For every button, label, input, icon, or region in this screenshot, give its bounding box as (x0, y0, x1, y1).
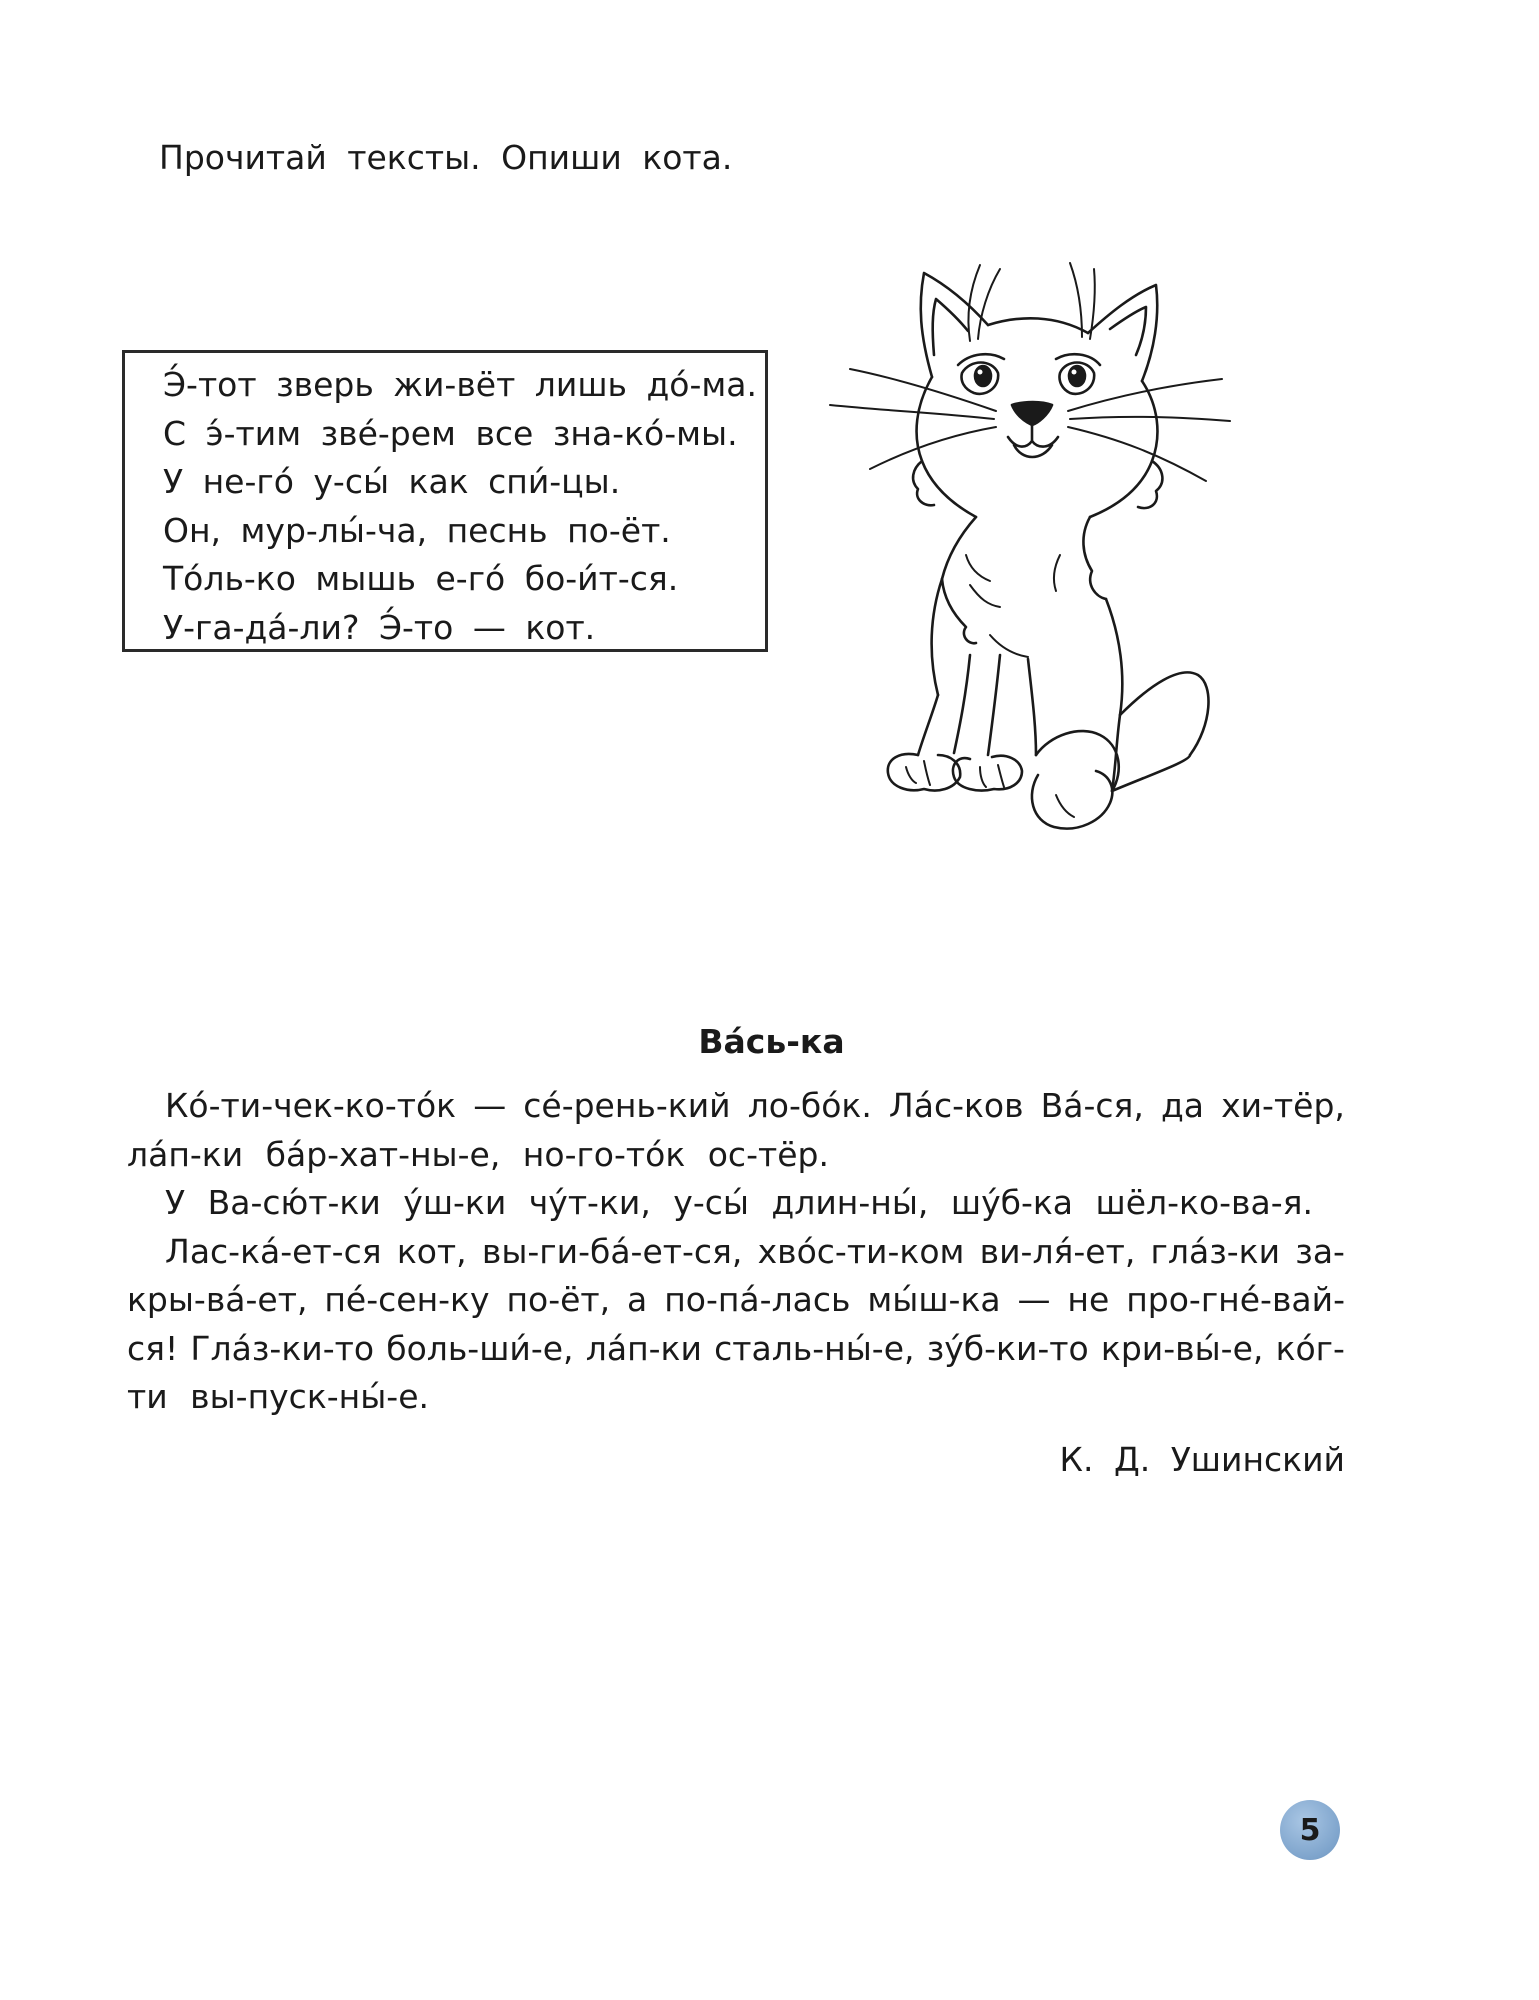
story-line: кры-ва́-ет, пе́-сен-ку по-ёт, а по-па́-лась мы́ш-ка — не про-гне́-вай- (127, 1280, 1345, 1319)
story-line: ся! Гла́з-ки-то боль-ши́-е, ла́п-ки сталь-ны́-е, зу́б-ки-то кри-вы́-е, ко́г- (127, 1328, 1345, 1368)
riddle-box (122, 350, 768, 652)
story-line: ти вы-пуск-ны́-е. (127, 1377, 429, 1416)
story-text (127, 1082, 1345, 1422)
story-line: ла́п-ки ба́р-хат-ны-е, но-го-то́к ос-тёр. (127, 1134, 829, 1174)
riddle-line: Он, мур-лы́-ча, песнь по-ёт. (163, 510, 671, 550)
riddle-line: С э́-тим зве́-рем все зна-ко́-мы. (163, 413, 738, 453)
story-line: Ко́-ти-чек-ко-то́к — се́-рень-кий ло-бо́к. Ла́с-ков Ва́-ся, да хи-тёр, (165, 1086, 1345, 1125)
story-title-text: Ва́сь-ка (698, 1022, 845, 1061)
riddle-line: То́ль-ко мышь е-го́ бо-и́т-ся. (163, 559, 679, 599)
page-number-badge: 5 (1280, 1800, 1340, 1860)
story-line: Лас-ка́-ет-ся кот, вы-ги-ба́-ет-ся, хво́с-ти-ком ви-ля́-ет, гла́з-ки за- (165, 1231, 1345, 1271)
riddle-line: У не-го́ у-сы́ как спи́-цы. (163, 462, 621, 502)
cat-illustration (820, 255, 1320, 835)
story-title (0, 1018, 1539, 1066)
riddle-line: Э́-тот зверь жи-вёт лишь до́-ма. (163, 365, 758, 404)
story-line: У Ва-сю́т-ки у́ш-ки чу́т-ки, у-сы́ длин-ны́, шу́б-ка шёл-ко-ва-я. (165, 1183, 1313, 1222)
author-name: К. Д. Ушинский (1059, 1440, 1345, 1479)
riddle-line: У-га-да́-ли? Э́-то — кот. (163, 607, 596, 647)
instruction-text: Прочитай тексты. Опиши кота. (159, 138, 733, 177)
